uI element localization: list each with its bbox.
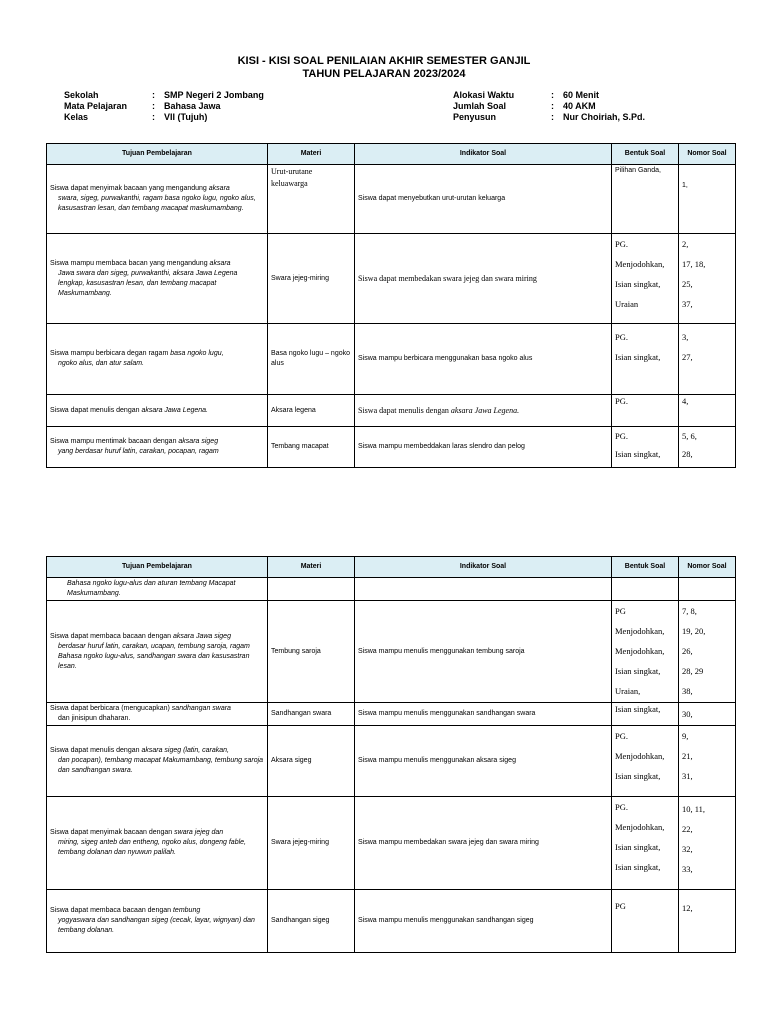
col-materi: Materi (268, 557, 355, 578)
table-row (47, 234, 736, 324)
materi-cell: Tembang macapat (268, 427, 355, 468)
table-row (47, 427, 736, 468)
col-materi: Materi (268, 144, 355, 165)
tujuan-cell: Siswa dapat berbicara (mengucapkan) sandhangan swara dan jinisipun dhaharan. (47, 703, 268, 726)
bentuk-cell: Isian singkat, (612, 703, 679, 726)
info-value: Bahasa Jawa (164, 101, 221, 111)
bentuk-cell: PG. Menjodohkan, Isian singkat, (612, 726, 679, 797)
indikator-cell (355, 578, 612, 601)
table-row (47, 395, 736, 427)
materi-cell: Basa ngoko lugu – ngoko alus (268, 324, 355, 395)
nomor-cell: 10, 11, 22, 32, 33, (679, 797, 736, 890)
nomor-cell: 2, 17, 18, 25, 37, (679, 234, 736, 324)
info-key: Jumlah Soal (453, 101, 507, 111)
materi-cell (268, 578, 355, 601)
materi-cell: Aksara legena (268, 395, 355, 427)
table-row (47, 703, 736, 726)
indikator-cell: Siswa mampu membedakan swara jejeg dan swara miring (355, 797, 612, 890)
info-value: SMP Negeri 2 Jombang (164, 90, 264, 100)
table-row (47, 578, 736, 601)
indikator-cell: Siswa dapat menulis dengan aksara Jawa Legena. (355, 395, 612, 427)
table-row (47, 324, 736, 395)
info-value: 40 AKM (563, 101, 596, 111)
tujuan-cell: Siswa dapat membaca bacaan dengan aksara Jawa sigeg berdasar huruf latin, carakan, ucapan, tembung saroja, ragam Bahasa ngoko lugu-alus, sandhangan swara dan kasusastran lesan. (47, 601, 268, 703)
col-bentuk: Bentuk Soal (612, 557, 679, 578)
nomor-cell: 5, 6, 28, (679, 427, 736, 468)
tujuan-cell: Siswa dapat menyimak bacaan yang mengandung aksara swara, sigeg, purwakanthi, ragam basa ngoko lugu, ngoko alus, kasusastran lesan, dan tembang macapat maskumambang. (47, 165, 268, 234)
indikator-cell: Siswa mampu menulis menggunakan aksara sigeg (355, 726, 612, 797)
tujuan-cell: Siswa mampu mentimak bacaan dengan aksara sigeg yang berdasar huruf latin, carakan, pocapan, ragam (47, 427, 268, 468)
nomor-cell: 1, (679, 165, 736, 234)
nomor-cell (679, 578, 736, 601)
bentuk-cell: PG (612, 890, 679, 953)
bentuk-cell: PG. Isian singkat, (612, 324, 679, 395)
col-indikator: Indikator Soal (355, 557, 612, 578)
nomor-cell: 9, 21, 31, (679, 726, 736, 797)
info-right: Alokasi Waktu : 60 Menit Jumlah Soal : 40 AKM Penyusun : Nur Choiriah, S.Pd. (453, 90, 646, 122)
bentuk-cell: PG Menjodohkan, Menjodohkan, Isian singkat, Uraian, (612, 601, 679, 703)
info-left: Sekolah : SMP Negeri 2 Jombang Mata Pelajaran : Bahasa Jawa Kelas : VII (Tujuh) (64, 90, 264, 122)
nomor-cell: 3, 27, (679, 324, 736, 395)
materi-cell: Sandhangan sigeg (268, 890, 355, 953)
nomor-cell: 4, (679, 395, 736, 427)
bentuk-cell: PG. (612, 395, 679, 427)
tujuan-cell: Siswa dapat menulis dengan aksara sigeg (latin, carakan, dan pocapan), tembang macapat Makumambang, tembung saroja dan sandhangan swara. (47, 726, 268, 797)
info-value: Nur Choiriah, S.Pd. (563, 112, 646, 122)
nomor-cell: 7, 8, 19, 20, 26, 28, 29 38, (679, 601, 736, 703)
materi-cell: Swara jejeg-miring (268, 797, 355, 890)
kisi-table-2 (46, 556, 736, 953)
nomor-cell: 12, (679, 890, 736, 953)
bentuk-cell: PG. Menjodohkan, Isian singkat, Isian singkat, (612, 797, 679, 890)
tujuan-cell: Siswa dapat membaca bacaan dengan tembung yogyaswara dan sandhangan sigeg (cecak, layar, wignyan) dan tembang dolanan. (47, 890, 268, 953)
table-row (47, 601, 736, 703)
materi-cell: Swara jejeg-miring (268, 234, 355, 324)
info-value: 60 Menit (563, 90, 600, 100)
info-key: Kelas (64, 112, 89, 122)
col-nomor: Nomor Soal (679, 557, 736, 578)
document-title: KISI - KISI SOAL PENILAIAN AKHIR SEMESTER GANJIL (237, 55, 531, 67)
table-header-row (47, 144, 736, 165)
materi-cell: Urut-urutane keluawarga (268, 165, 355, 234)
table-row (47, 726, 736, 797)
materi-cell: Tembung saroja (268, 601, 355, 703)
info-value: VII (Tujuh) (164, 112, 208, 122)
info-key: Mata Pelajaran (64, 101, 128, 111)
col-nomor: Nomor Soal (679, 144, 736, 165)
indikator-cell: Siswa dapat membedakan swara jejeg dan swara miring (355, 234, 612, 324)
indikator-cell: Siswa dapat menyebutkan urut-urutan keluarga (355, 165, 612, 234)
document-subtitle: TAHUN PELAJARAN 2023/2024 (302, 68, 466, 80)
info-key: Penyusun (453, 112, 497, 122)
bentuk-cell: PG. Menjodohkan, Isian singkat, Uraian (612, 234, 679, 324)
kisi-table-1 (46, 143, 736, 468)
indikator-cell: Siswa mampu menulis menggunakan sandhangan swara (355, 703, 612, 726)
indikator-cell: Siswa mampu menulis menggunakan sandhangan sigeg (355, 890, 612, 953)
table-header-row (47, 557, 736, 578)
materi-cell: Sandhangan swara (268, 703, 355, 726)
bentuk-cell: PG. Isian singkat, (612, 427, 679, 468)
info-key: Sekolah (64, 90, 99, 100)
bentuk-cell (612, 578, 679, 601)
nomor-cell: 30, (679, 703, 736, 726)
tujuan-cell: Siswa dapat menyimak bacaan dengan swara jejeg dan miring, sigeg anteb dan entheng, ngoko alus, dongeng fable, tembang dolanan dan nyuwun palilah. (47, 797, 268, 890)
indikator-cell: Siswa mampu berbicara menggunakan basa ngoko alus (355, 324, 612, 395)
tujuan-cell: Siswa mampu membaca bacan yang mengandung aksara Jawa swara dan sigeg, purwakanthi, aksara Jawa Legena lengkap, kasusastran lesan, dan tembang macapat Maskumambang. (47, 234, 268, 324)
table-row (47, 797, 736, 890)
col-indikator: Indikator Soal (355, 144, 612, 165)
indikator-cell: Siswa mampu membeddakan laras slendro dan pelog (355, 427, 612, 468)
col-bentuk: Bentuk Soal (612, 144, 679, 165)
tujuan-cell: Siswa mampu berbicara degan ragam basa ngoko lugu, ngoko alus, dan atur salam. (47, 324, 268, 395)
materi-cell: Aksara sigeg (268, 726, 355, 797)
table-row (47, 890, 736, 953)
table-row (47, 165, 736, 234)
col-tujuan: Tujuan Pembelajaran (47, 557, 268, 578)
col-tujuan: Tujuan Pembelajaran (47, 144, 268, 165)
bentuk-cell: Pilihan Ganda, (612, 165, 679, 234)
tujuan-cell: Bahasa ngoko lugu-alus dan aturan tembang Macapat Maskumambang. (47, 578, 268, 601)
indikator-cell: Siswa mampu menulis menggunakan tembung saroja (355, 601, 612, 703)
tujuan-cell: Siswa dapat menulis dengan aksara Jawa Legena. (47, 395, 268, 427)
info-key: Alokasi Waktu (453, 90, 515, 100)
